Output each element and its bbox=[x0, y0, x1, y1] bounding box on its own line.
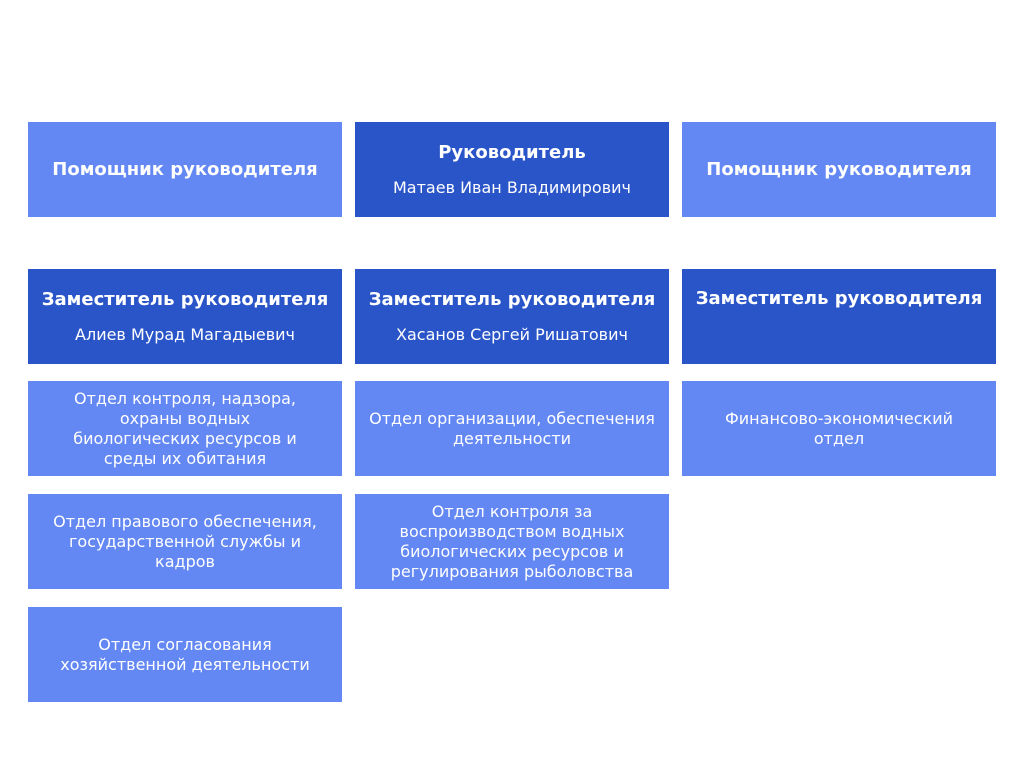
assistant-right-title: Помощник руководителя bbox=[706, 158, 972, 180]
head-title: Руководитель bbox=[438, 141, 586, 163]
head-name: Матаев Иван Владимирович bbox=[392, 177, 631, 197]
assistant-right-box bbox=[682, 122, 996, 217]
deputy-2-title: Заместитель руководителя bbox=[368, 288, 656, 310]
dept-organization-box bbox=[355, 381, 669, 476]
deputy-3-title: Заместитель руководителя bbox=[695, 288, 983, 309]
deputy-1-name: Алиев Мурад Магадыевич bbox=[75, 324, 295, 344]
assistant-left-title: Помощник руководителя bbox=[52, 158, 318, 180]
dept-organization-label: Отдел организации, обеспечения деятельности bbox=[369, 408, 655, 448]
assistant-left-box bbox=[28, 122, 342, 217]
deputy-3-box bbox=[682, 269, 996, 364]
dept-finance-box bbox=[682, 381, 996, 476]
dept-control-supervision-box bbox=[28, 381, 342, 476]
deputy-2-name: Хасанов Сергей Ришатович bbox=[396, 324, 628, 344]
dept-economic-approval-box bbox=[28, 607, 342, 702]
dept-legal-box bbox=[28, 494, 342, 589]
dept-legal-label: Отдел правового обеспечения, государственной службы и кадров bbox=[53, 511, 317, 571]
deputy-1-title: Заместитель руководителя bbox=[41, 288, 329, 310]
deputy-2-box bbox=[355, 269, 669, 364]
dept-economic-approval-label: Отдел согласования хозяйственной деятельности bbox=[60, 634, 310, 674]
deputy-1-box bbox=[28, 269, 342, 364]
head-box bbox=[355, 122, 669, 217]
dept-reproduction-box bbox=[355, 494, 669, 589]
dept-finance-label: Финансово-экономический отдел bbox=[725, 408, 953, 448]
dept-reproduction-label: Отдел контроля за воспроизводством водных биологических ресурсов и регулирования рыболовства bbox=[390, 501, 634, 581]
dept-control-supervision-label: Отдел контроля, надзора, охраны водных биологических ресурсов и среды их обитания bbox=[73, 388, 297, 468]
